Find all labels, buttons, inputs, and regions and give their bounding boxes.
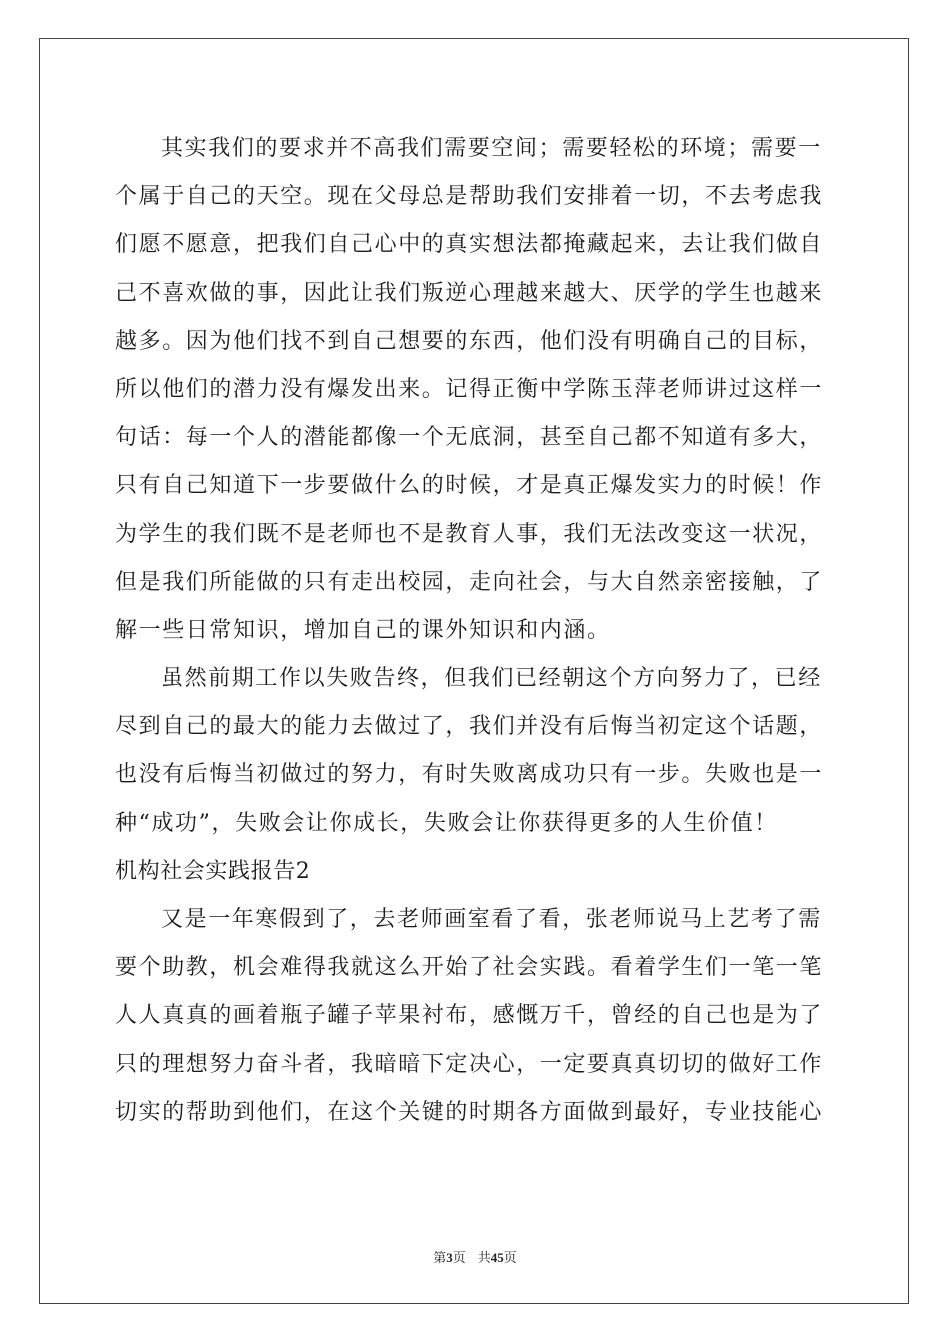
paragraph-line: 虽然前期工作以失败告终，但我们已经朝这个方向努力了，已经 bbox=[161, 666, 822, 692]
paragraph-line: 切实的帮助到他们，在这个关键的时期各方面做到最好，专业技能心 bbox=[115, 1099, 824, 1125]
paragraph-line: 越多。因为他们找不到自己想要的东西，他们没有明确自己的目标， bbox=[115, 328, 824, 354]
paragraph-line: 个属于自己的天空。现在父母总是帮助我们安排着一切，不去考虑我 bbox=[115, 184, 824, 210]
paragraph-line: 们愿不愿意，把我们自己心中的真实想法都掩藏起来，去让我们做自 bbox=[115, 232, 824, 258]
page-footer bbox=[0, 1247, 950, 1266]
page-prefix: 第 bbox=[433, 1250, 447, 1265]
paragraph-line: 也没有后悔当初做过的努力，有时失败离成功只有一步。失败也是一 bbox=[115, 762, 824, 788]
paragraph-line: 只有自己知道下一步要做什么的时候，才是真正爆发实力的时候！作 bbox=[115, 473, 824, 499]
paragraph-line: 但是我们所能做的只有走出校园，走向社会，与大自然亲密接触，了 bbox=[115, 569, 824, 595]
paragraph-line: 要个助教，机会难得我就这么开始了社会实践。看着学生们一笔一笔 bbox=[115, 955, 824, 981]
paragraph-line: 句话：每一个人的潜能都像一个无底洞，甚至自己都不知道有多大， bbox=[115, 425, 824, 451]
document-body bbox=[115, 125, 835, 1137]
paragraph-line: 为学生的我们既不是老师也不是教育人事，我们无法改变这一状况， bbox=[115, 521, 824, 547]
current-page-number: 3 bbox=[446, 1250, 453, 1265]
paragraph-line: 解一些日常知识，增加自己的课外知识和内涵。 bbox=[115, 617, 611, 643]
paragraph-line: 种“成功”，失败会让你成长，失败会让你获得更多的人生价值！ bbox=[115, 810, 778, 836]
paragraph-line: 人人真真的画着瓶子罐子苹果衬布，感慨万千，曾经的自己也是为了 bbox=[115, 1003, 824, 1029]
paragraph-line: 其实我们的要求并不高我们需要空间；需要轻松的环境；需要一 bbox=[161, 136, 822, 161]
paragraph-line: 所以他们的潜力没有爆发出来。记得正衡中学陈玉萍老师讲过这样一 bbox=[115, 376, 824, 402]
paragraph-line: 己不喜欢做的事，因此让我们叛逆心理越来越大、厌学的学生也越来 bbox=[115, 280, 824, 306]
paragraph-line: 又是一年寒假到了，去老师画室看了看，张老师说马上艺考了需 bbox=[161, 907, 822, 932]
section-heading: 机构社会实践报告2 bbox=[115, 858, 311, 884]
paragraph-line: 只的理想努力奋斗者，我暗暗下定决心，一定要真真切切的做好工作 bbox=[115, 1051, 824, 1077]
total-suffix: 页 bbox=[503, 1250, 517, 1265]
total-page-count: 45 bbox=[490, 1250, 504, 1265]
page-suffix: 页 bbox=[452, 1250, 466, 1265]
total-prefix: 共 bbox=[477, 1250, 491, 1265]
paragraph-line: 尽到自己的最大的能力去做过了，我们并没有后悔当初定这个话题， bbox=[115, 714, 824, 740]
